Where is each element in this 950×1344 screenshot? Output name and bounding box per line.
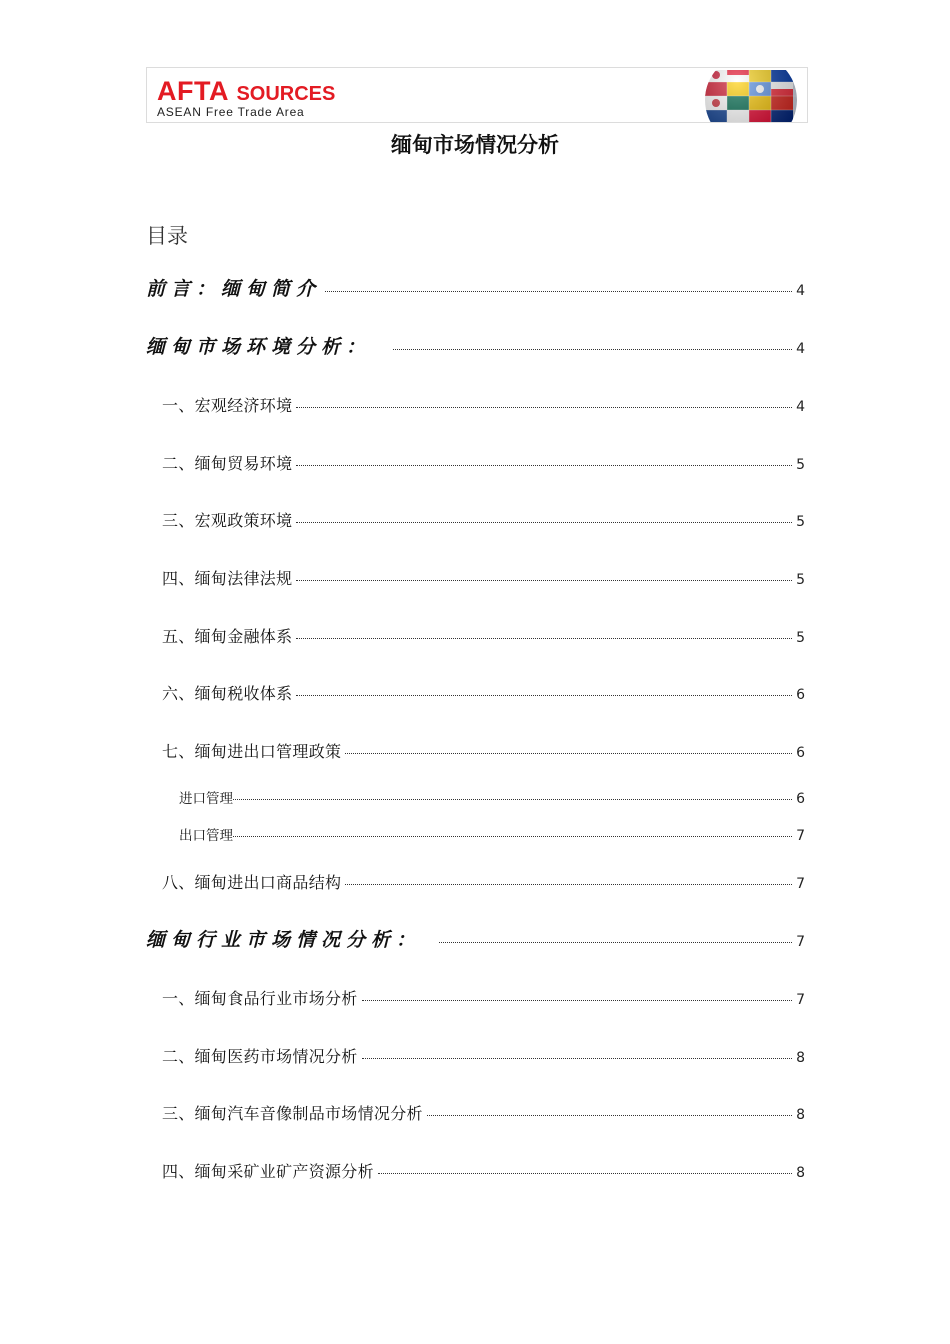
toc-entry-export-management[interactable] (179, 824, 805, 844)
toc-leader-dots (393, 349, 792, 350)
logo-tagline: ASEAN Free Trade Area (157, 105, 305, 119)
toc-entry-label: 五、缅甸金融体系 (162, 627, 293, 646)
toc-page-number: 5 (796, 514, 805, 530)
toc-page-number: 5 (796, 457, 805, 473)
toc-entry-label: 三、缅甸汽车音像制品市场情况分析 (162, 1104, 423, 1123)
toc-page-number: 4 (796, 283, 805, 299)
toc-entry-mining-resources[interactable] (162, 1159, 805, 1182)
toc-leader-dots (362, 1058, 792, 1059)
toc-page-number: 7 (796, 828, 805, 844)
toc-page-number: 8 (796, 1050, 805, 1066)
toc-page-number: 7 (796, 992, 805, 1008)
toc-page-number: 8 (796, 1165, 805, 1181)
toc-page-number: 4 (796, 341, 805, 357)
afta-sources-logo (157, 77, 335, 108)
toc-entry-policy-environment[interactable] (162, 508, 805, 531)
toc-leader-dots (296, 465, 792, 466)
toc-page-number: 5 (796, 630, 805, 646)
toc-leader-dots (296, 695, 792, 696)
toc-page-number: 5 (796, 572, 805, 588)
toc-leader-dots (296, 522, 792, 523)
toc-entry-label: 二、缅甸贸易环境 (162, 454, 293, 473)
toc-page-number: 6 (796, 687, 805, 703)
toc-leader-dots (296, 638, 792, 639)
toc-entry-food-industry[interactable] (162, 986, 805, 1009)
document-header-banner (146, 67, 808, 123)
toc-entry-auto-av-market[interactable] (162, 1101, 805, 1124)
toc-entry-label: 进口管理 (179, 791, 233, 807)
toc-leader-dots (439, 942, 792, 943)
toc-leader-dots (325, 291, 792, 292)
toc-entry-label: 四、缅甸采矿业矿产资源分析 (162, 1162, 374, 1181)
toc-page-number: 7 (796, 876, 805, 892)
document-title: 缅甸市场情况分析 (391, 133, 559, 157)
toc-entry-commodity-structure[interactable] (162, 870, 805, 893)
toc-entry-preface[interactable] (146, 274, 805, 301)
toc-heading: 目录 (146, 224, 188, 248)
toc-leader-dots (345, 753, 792, 754)
toc-entry-label: 三、宏观政策环境 (162, 511, 293, 530)
toc-page-number: 6 (796, 791, 805, 807)
toc-entry-trade-environment[interactable] (162, 451, 805, 474)
toc-entry-import-export-policy[interactable] (162, 739, 805, 762)
toc-entry-label: 一、宏观经济环境 (162, 396, 293, 415)
toc-page-number: 6 (796, 745, 805, 761)
toc-leader-dots (362, 1000, 792, 1001)
toc-entry-industry-analysis[interactable] (146, 925, 805, 952)
toc-entry-label: 缅甸市场环境分析： (146, 336, 372, 358)
toc-leader-dots (296, 580, 792, 581)
toc-entry-import-management[interactable] (179, 787, 805, 807)
toc-leader-dots (233, 836, 792, 837)
toc-leader-dots (345, 884, 792, 885)
toc-entry-finance[interactable] (162, 624, 805, 647)
toc-entry-market-environment[interactable] (146, 332, 805, 359)
toc-entry-label: 前言：缅甸简介 (146, 278, 322, 300)
toc-leader-dots (427, 1115, 792, 1116)
toc-entry-label: 出口管理 (179, 828, 233, 844)
toc-entry-label: 缅甸行业市场情况分析： (146, 929, 422, 951)
toc-page-number: 4 (796, 399, 805, 415)
logo-brand-sources: SOURCES (236, 83, 336, 105)
toc-entry-label: 二、缅甸医药市场情况分析 (162, 1047, 358, 1066)
toc-entry-laws[interactable] (162, 566, 805, 589)
toc-entry-label: 一、缅甸食品行业市场分析 (162, 989, 358, 1008)
toc-entry-macro-economy[interactable] (162, 393, 805, 416)
toc-leader-dots (378, 1173, 792, 1174)
toc-entry-pharma-market[interactable] (162, 1044, 805, 1067)
logo-brand-main: AFTA (157, 76, 229, 106)
toc-entry-label: 七、缅甸进出口管理政策 (162, 742, 342, 761)
toc-entry-label: 四、缅甸法律法规 (162, 569, 293, 588)
toc-leader-dots (233, 799, 792, 800)
toc-entry-label: 八、缅甸进出口商品结构 (162, 873, 342, 892)
toc-page-number: 8 (796, 1107, 805, 1123)
toc-page-number: 7 (796, 934, 805, 950)
toc-leader-dots (296, 407, 792, 408)
flag-globe-icon (699, 70, 799, 123)
toc-entry-tax[interactable] (162, 681, 805, 704)
toc-entry-label: 六、缅甸税收体系 (162, 684, 293, 703)
